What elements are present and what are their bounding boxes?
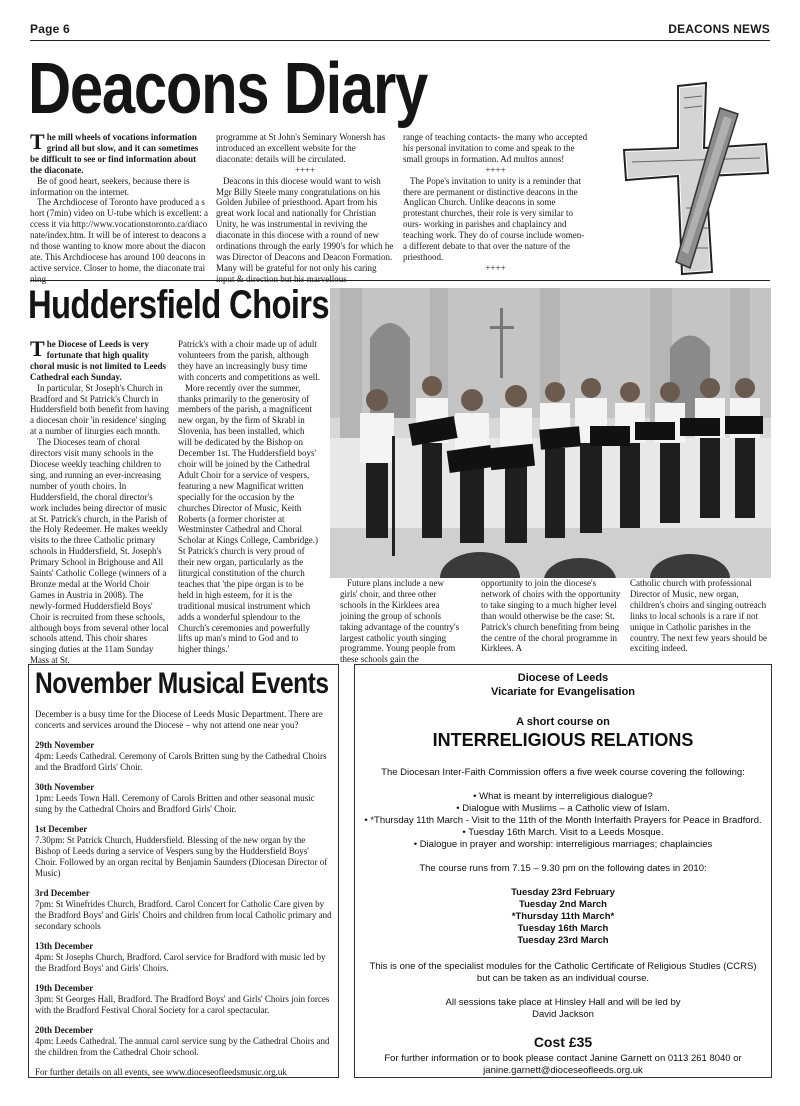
event-item (35, 888, 333, 932)
choirs-col-2 (178, 339, 320, 655)
event-date: 30th November (35, 782, 95, 792)
paragraph: Future plans include a new girls' choir, and three other schools in the Kirklees area joining the group of schools taking advantage of the country's largest catholic youth singing programme. Young people from these schools gain the (340, 578, 460, 665)
event-item (35, 740, 333, 773)
events-footer: For further details on all events, see www.dioceseofleedsmusic.org.uk (35, 1067, 287, 1077)
course-times: The course runs from 7.15 – 9.30 pm on the following dates in 2010: (419, 863, 707, 874)
event-text: 4pm: Leeds Cathedral. The annual carol service sung by the Cathedral Choirs and the children from the Cathedral Choir school. (35, 1036, 330, 1057)
topic-item: • Dialogue in prayer and worship: interreligious marriages; chaplaincies (413, 839, 713, 850)
events-title: November Musical Events (35, 667, 329, 700)
event-item (35, 824, 333, 879)
diary-title: Deacons Diary (28, 49, 428, 129)
course-vicariate: Vicariate for Evangelisation (490, 686, 636, 698)
choirs-lead: he Diocese of Leeds is very fortunate that high quality choral music is not limited to Leeds Cathedral each Sunday. (30, 339, 166, 382)
date-item: Tuesday 23rd February (511, 887, 615, 898)
event-text: 7.30pm: St Patrick Church, Huddersfield. Blessing of the new organ by the Bishop of Leeds during a service of Vespers sung by the Huddersfield Boys' Choir. Followed by an organ recital by Benjamin Saunders (Diocesan Director of Music) (35, 835, 328, 878)
event-date: 20th December (35, 1025, 94, 1035)
paragraph: Be of good heart, seekers, because there is information on the internet. (30, 175, 190, 197)
course-heading: INTERRELIGIOUS RELATIONS (432, 730, 694, 750)
choir-photo (330, 288, 771, 578)
course-box (354, 664, 772, 1078)
date-item: *Thursday 11th March* (511, 911, 615, 922)
events-intro: December is a busy time for the Diocese of Leeds Music Department. There are concerts and services around the Diocese – why not attend one near you? (35, 709, 323, 730)
event-text: 4pm: Leeds Cathedral. Ceremony of Carols Britten sung by the Cathedral Choirs and the Bradford Girls' Choir. (35, 751, 327, 772)
event-text: 1pm: Leeds Town Hall. Ceremony of Carols Britten and other seasonal music sung by the Cathedral Choirs and Bradford Girls' Choir. (35, 793, 315, 814)
cross-illustration (620, 78, 772, 278)
event-item (35, 983, 333, 1016)
paragraph: More recently over the summer, thanks primarily to the generosity of members of the parish, a magnificent new organ, by the firm of Skrabl in Slovenia, has been installed, which will be dedicated by the Bishop on December 1st. The Huddersfield boys' choir will be joined by the Cathedral Adult Choir for a service of vespers, featuring a new Magnificat written specially for the occasion by the churches Director of Music, Keith Roberts (a former chorister at Westminster Cathedral and Choral Scholar at Kings College, Cambridge.) St Patrick's church is very proud of their new organ, particularly as the liturgical constitution of the church teaches that 'the pipe organ is to be held in high esteem, for it is the traditional musical instrument which adds a wonderful splendour to the Church's ceremonies and powerfully lifts up man's mind to God and to higher things.' (178, 382, 318, 655)
separator: ++++ (485, 262, 506, 273)
date-item: Tuesday 23rd March (517, 935, 609, 946)
separator: ++++ (294, 164, 316, 175)
event-text: 7pm: St Winefrides Church, Bradford. Carol Concert for Catholic Care given by the Bradford Boys' and Girls' Choirs and children from local Catholic primary and secondary schools (35, 899, 332, 931)
topic-item: • What is meant by interreligious dialogue? (473, 791, 653, 802)
choirs-title: Huddersfield Choirs (28, 283, 330, 327)
event-text: 3pm: St Georges Hall, Bradford. The Bradford Boys' and Girls' Choirs join forces with the Bradford Festival Choral Society for a carol spectacular. (35, 994, 330, 1015)
event-item (35, 1025, 333, 1058)
diary-col-1 (30, 129, 208, 285)
diary-drop-cap: T (30, 129, 45, 154)
topic-item: • Tuesday 16th March. Visit to a Leeds Mosque. (462, 827, 664, 838)
separator: ++++ (485, 164, 506, 175)
topic-item: • Dialogue with Muslims – a Catholic view of Islam. (456, 803, 670, 814)
paragraph: programme at St John's Seminary Wonersh has introduced an excellent website for the diaconate: details will be circulated. (216, 132, 386, 164)
course-cost: Cost £35 (533, 1034, 593, 1050)
paragraph: Deacons in this diocese would want to wish Mgr Billy Steele many congratulations on his Golden Jubilee of priesthood. Apart from his great work local and nationally for Christian Unity, he was instrumental in reviving the diaconate in this diocese with a round of new ordinations through the early 1990's for which he was Director of Deacons and Deacon Formation. Many will be grateful for not only his caring input & direction but his marvellous (216, 175, 394, 284)
course-module (355, 961, 771, 985)
paragraph: The Dioceses team of choral directors visit many schools in the Diocese weekly teaching children to sing, and running an ever-increasing number of youth choirs. In Huddersfield, the choral director's work includes being director of music at St. Patrick's church, in the Parish of the Holy Redeemer. He makes weekly visits to the three Catholic primary schools in Huddersfield, St. Joseph's Primary School in Brighouse and All Saints' Catholic College (winners of a Bronze medal at the World Choir Games in Austria in 2008). The newly-formed Huddersfield Boys' Choir is recruited from these schools, although boys from several other local schools attend. This choir shares singing duties at the 11am Sunday Mass at St. (30, 437, 169, 666)
course-dates (355, 887, 771, 947)
event-text: 4pm: St Josephs Church, Bradford. Carol service for Bradford with music led by the Bradford Boys' and Girls' Choirs. (35, 952, 326, 973)
event-item (35, 941, 333, 974)
diary-col-2 (216, 132, 394, 285)
event-date: 19th December (35, 983, 94, 993)
choirs-col-4 (481, 578, 621, 654)
event-date: 3rd December (35, 888, 90, 898)
header-rule (30, 40, 770, 41)
course-kicker: A short course on (516, 716, 610, 728)
event-date: 1st December (35, 824, 88, 834)
course-contact (355, 1053, 771, 1077)
diary-lead: he mill wheels of vocations information grind all but slow, and it can sometimes be difficult to see or find information about the diaconate. (30, 132, 199, 175)
paragraph: Catholic church with professional Director of Music, new organ, children's choirs and singing outreach links to local schools is a rare if not unique in Catholic parishes in the country. The next few years should be exciting indeed. (630, 578, 767, 654)
event-date: 13th December (35, 941, 94, 951)
choirs-col-1 (30, 336, 170, 666)
contact-email[interactable]: janine.garnett@dioceseofleeds.org.uk (483, 1065, 643, 1076)
choirs-col-3 (340, 578, 462, 665)
choirs-drop-cap: T (30, 336, 45, 361)
paragraph: opportunity to join the diocese's network of choirs with the opportunity to take singing to a much higher level than would otherwise be the case: St. Patrick's church benefiting from being the centre of the choral programme in Kirklees. A (481, 578, 621, 654)
course-intro: The Diocesan Inter-Faith Commission offers a five week course covering the following: (381, 767, 745, 778)
paragraph: In particular, St Joseph's Church in Bradford and St Patrick's Church in Huddersfield both benefit from having a diocesan choir 'in residence' singing at a number of liturgies each month. (30, 382, 169, 437)
module-line: but can be taken as an individual course. (476, 973, 650, 984)
page-number: Page 6 (30, 22, 70, 36)
module-line: This is one of the specialist modules for the Catholic Certificate of Religious Studies (CCRS) (369, 961, 757, 972)
paragraph: The Pope's invitation to unity is a reminder that there are permanent or distinctive deacons in the Anglican Church. Unlike deacons in some protestant churches, their role is very similar to ours- working in parishes and chaplaincy and teaching work. They do of course include women- a different debate to that over the nature of the priesthood. (403, 175, 585, 262)
event-item (35, 782, 333, 815)
publication-name: DEACONS NEWS (668, 22, 770, 36)
venue-line: All sessions take place at Hinsley Hall and will be led by (445, 997, 681, 1008)
contact-line: For further information or to book please contact Janine Garnett on 0113 261 8040 or (384, 1053, 742, 1064)
diary-col-3 (403, 132, 588, 274)
venue-line: David Jackson (532, 1009, 594, 1020)
topic-item: • *Thursday 11th March - Visit to the 11th of the Month Interfaith Prayers for Peace in Bradford. (364, 815, 762, 826)
choirs-col-5 (630, 578, 772, 654)
course-venue (355, 997, 771, 1021)
course-org: Diocese of Leeds (517, 672, 609, 684)
paragraph: range of teaching contacts- the many who accepted his personal invitation to come and speak to the small groups in formation. Ad multos annos! (403, 132, 588, 164)
date-item: Tuesday 2nd March (519, 899, 607, 910)
events-box (28, 664, 339, 1078)
course-topics (355, 791, 771, 851)
paragraph: Patrick's with a choir made up of adult volunteers from the parish, although they have an increasingly busy time with concerts and competitions as well. (178, 339, 320, 382)
events-list (35, 709, 333, 1078)
paragraph: The Archdiocese of Toronto have produced a short (7min) video on U-tube which is excellent: access it via http://www.vocationstoronto.ca/diaconate/index.htm. It will be of interest to deacons and those wanting to know more about the diaconate. This Archdiocese has around 100 deacons in active service. Closer to home, the diaconate training (30, 197, 208, 284)
date-item: Tuesday 16th March (517, 923, 609, 934)
event-date: 29th November (35, 740, 95, 750)
section-rule (30, 280, 770, 281)
